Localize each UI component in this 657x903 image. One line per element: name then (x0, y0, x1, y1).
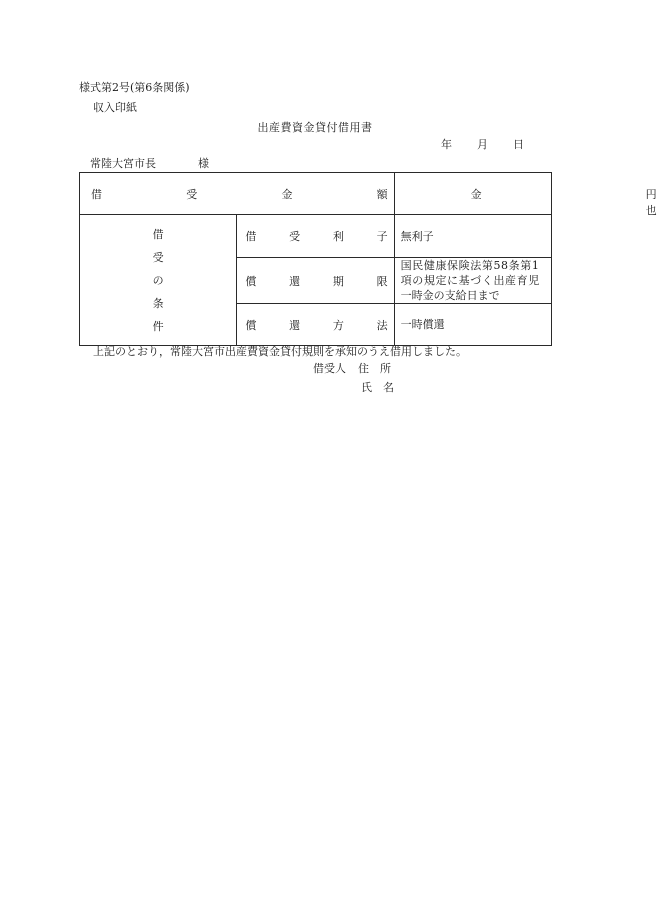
amount-suffix: 円也 (645, 188, 657, 217)
borrower-label: 借受人 (313, 362, 346, 375)
addressee (90, 157, 209, 171)
borrower-address-line (313, 362, 391, 376)
deadline-value-line1: 国民健康保険法第58条第1項の規定に基づく出産育児 (400, 259, 540, 287)
interest-label-cell: 借 受 利 子 (237, 215, 394, 258)
deadline-value-cell (394, 258, 551, 304)
method-value-cell: 一時償還 (394, 304, 551, 346)
method-label-cell: 償 還 方 法 (237, 304, 394, 346)
form-number: 様式第2号(第6条関係) (79, 81, 190, 94)
month-label: 月 (477, 138, 488, 151)
year-label: 年 (441, 138, 452, 151)
table-row-interest (80, 215, 552, 258)
amount-prefix: 金 (470, 188, 482, 201)
amount-label-cell: 借 受 金 額 (80, 173, 395, 215)
address-label: 住 所 (358, 362, 391, 375)
honorific: 様 (198, 157, 209, 170)
document-title: 出産費資金貸付借用書 (257, 121, 373, 134)
addressee-name: 常陸大宮市長 (90, 157, 156, 170)
deadline-label-cell: 償 還 期 限 (237, 258, 394, 304)
date-line (441, 138, 524, 152)
table-row-amount (80, 173, 552, 215)
agreement-statement: 上記のとおり，常陸大宮市出産費資金貸付規則を承知のうえ借用しました。 (93, 345, 467, 358)
amount-value-cell (394, 173, 657, 217)
interest-value-cell: 無利子 (394, 215, 551, 258)
deadline-value-line2: 一時金の支給日まで (400, 289, 500, 302)
conditions-label-cell: 借 受 の 条 件 (80, 215, 237, 346)
day-label: 日 (513, 138, 524, 151)
loan-terms-table (79, 172, 657, 346)
revenue-stamp-label: 収入印紙 (93, 101, 137, 114)
borrower-name-line: 氏 名 (361, 381, 394, 394)
